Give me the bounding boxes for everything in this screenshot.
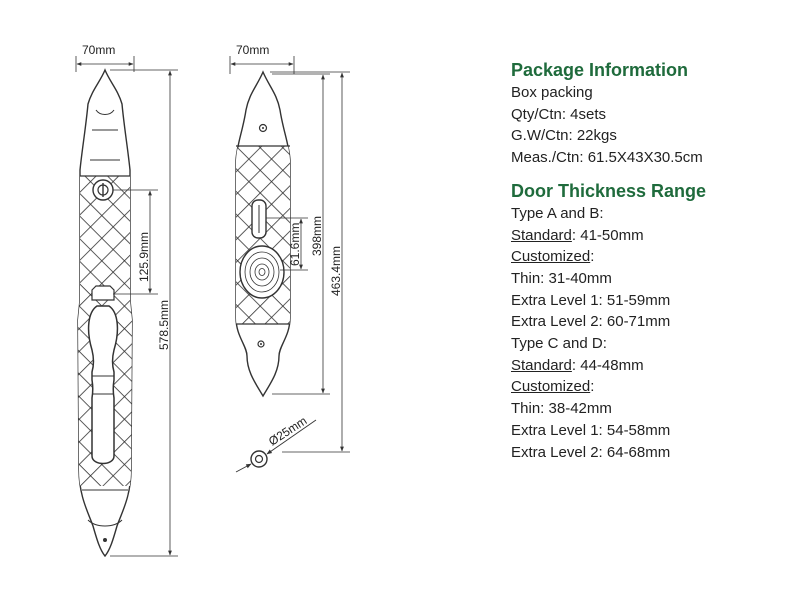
ab-customized-colon: : [590,248,595,266]
thickness-heading: Door Thickness Range [511,180,707,201]
cd-customized-line [511,376,791,398]
right-handle-plate [234,72,292,396]
left-width-dimension [76,43,134,72]
fingerprint-reader [240,246,284,298]
package-line-weight: G.W/Ctn: 22kgs [511,127,617,145]
ab-extra-level-2: Extra Level 2: 60-71mm [511,313,671,331]
ab-extra-level-1: Extra Level 1: 51-59mm [511,291,671,309]
right-width-dimension [230,43,294,74]
cd-thin: Thin: 38-42mm [511,400,612,418]
ab-customized-label: Customized [511,248,591,266]
right-outer-label: 463.4mm [329,245,343,296]
type-ab-label: Type A and B: [511,204,604,222]
type-cd-label: Type C and D: [511,335,607,353]
ab-standard-line [511,225,791,247]
package-line-box: Box packing [511,84,593,101]
ab-customized-line [511,246,791,268]
cd-customized-colon: : [590,378,595,396]
cd-standard-value: : 44-48mm [571,356,644,374]
cd-customized-label: Customized [511,378,591,396]
info-panel [511,58,791,463]
cd-extra-level-2: Extra Level 2: 64-68mm [511,443,671,461]
spindle-detail [236,414,316,472]
cd-standard-label: Standard [511,356,572,374]
left-width-label: 70mm [82,43,116,57]
right-inner-label: 398mm [310,215,324,256]
package-line-measure: Meas./Ctn: 61.5X43X30.5cm [511,149,703,167]
package-line-qty: Qty/Ctn: 4sets [511,105,607,123]
ab-standard-label: Standard [511,226,572,244]
package-heading: Package Information [511,60,689,80]
left-center-label: 125.9mm [137,231,151,282]
cd-extra-level-1: Extra Level 1: 54-58mm [511,421,671,439]
ab-standard-value: : 41-50mm [571,226,644,244]
right-width-label: 70mm [236,43,270,57]
diameter-label: Ø25mm [266,413,310,449]
cd-standard-line [511,355,791,377]
left-total-label: 578.5mm [157,299,171,350]
right-thumb-label: 61.6mm [288,222,302,266]
left-handle-plate [78,70,134,556]
ab-thin: Thin: 31-40mm [511,269,612,287]
